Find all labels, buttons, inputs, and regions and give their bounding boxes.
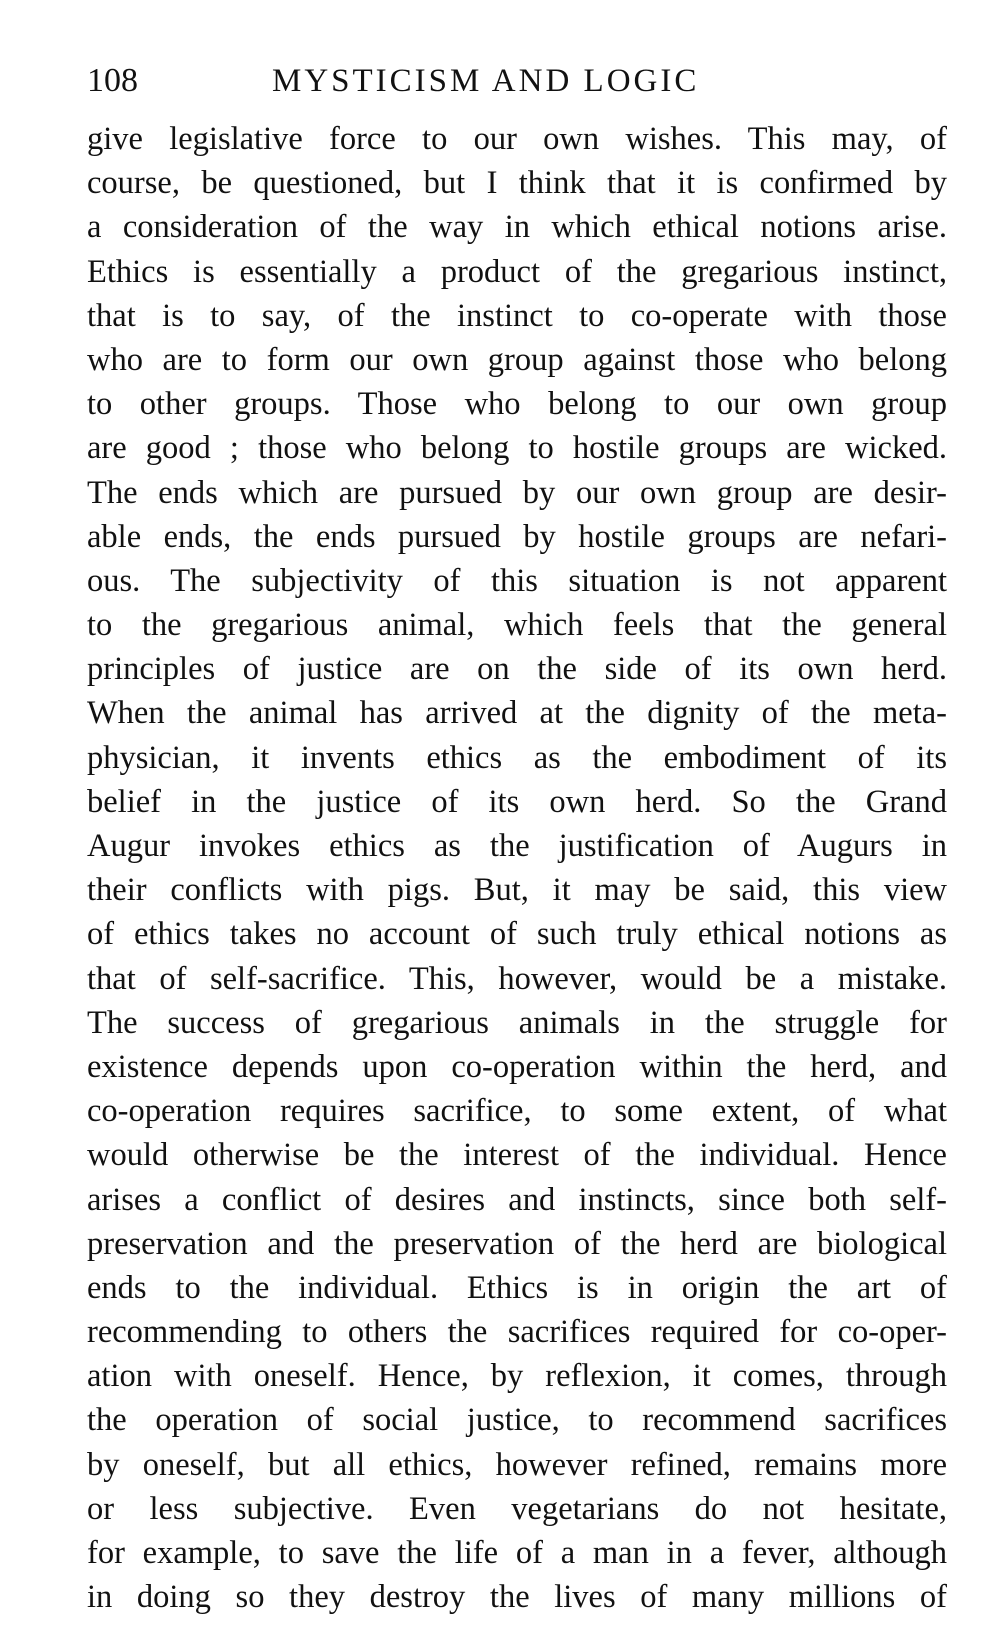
text-line: to other groups. Those who belong to our own group (87, 386, 947, 423)
text-line: that is to say, of the instinct to co-operate with those (87, 297, 947, 334)
text-line: belief in the justice of its own herd. So the Grand (87, 783, 947, 820)
text-line: existence depends upon co-operation within the herd, and (87, 1048, 947, 1085)
text-line: Augur invokes ethics as the justification of Augurs in (87, 828, 947, 864)
text-line: The ends which are pursued by our own group are desir- (87, 474, 947, 511)
body-paragraph (87, 117, 947, 1619)
text-line: a consideration of the way in which ethical notions arise. (87, 209, 947, 246)
text-line: who are to form our own group against those who belong (87, 341, 947, 378)
text-line: that of self-sacrifice. This, however, would be a mistake. (87, 960, 947, 997)
text-line: ous. The subjectivity of this situation is not apparent (87, 562, 947, 599)
text-line: Ethics is essentially a product of the gregarious instinct, (87, 253, 947, 290)
text-line: would otherwise be the interest of the individual. Hence (87, 1137, 947, 1174)
text-line: ends to the individual. Ethics is in origin the art of (87, 1269, 947, 1306)
text-line: co-operation requires sacrifice, to some extent, of what (87, 1093, 947, 1130)
text-line: arises a conflict of desires and instincts, since both self- (87, 1181, 947, 1218)
running-title: MYSTICISM AND LOGIC (272, 63, 700, 99)
text-line: or less subjective. Even vegetarians do not hesitate, (87, 1490, 947, 1527)
page-number: 108 (87, 62, 138, 99)
text-line: recommending to others the sacrifices required for co-oper- (87, 1314, 947, 1351)
text-line: physician, it invents ethics as the embodiment of its (87, 739, 947, 776)
text-line: to the gregarious animal, which feels that the general (87, 607, 947, 644)
text-line: The success of gregarious animals in the struggle for (87, 1004, 947, 1041)
text-line: by oneself, but all ethics, however refined, remains more (87, 1446, 947, 1483)
page-header (87, 56, 947, 106)
text-line: give legislative force to our own wishes. This may, of (87, 121, 947, 157)
text-line: ation with oneself. Hence, by reflexion, it comes, through (87, 1358, 947, 1395)
text-line: are good ; those who belong to hostile groups are wicked. (87, 430, 947, 467)
text-line: course, be questioned, but I think that it is confirmed by (87, 165, 947, 202)
text-line: able ends, the ends pursued by hostile groups are nefari- (87, 518, 947, 555)
text-line: of ethics takes no account of such truly ethical notions as (87, 916, 947, 953)
text-line: preservation and the preservation of the herd are biological (87, 1225, 947, 1262)
text-line: in doing so they destroy the lives of many millions of (87, 1579, 947, 1616)
text-line: the operation of social justice, to recommend sacrifices (87, 1402, 947, 1439)
text-line: When the animal has arrived at the dignity of the meta- (87, 695, 947, 732)
text-line: their conflicts with pigs. But, it may be said, this view (87, 872, 947, 909)
text-line: for example, to save the life of a man in a fever, although (87, 1535, 947, 1571)
text-line: principles of justice are on the side of its own herd. (87, 651, 947, 688)
